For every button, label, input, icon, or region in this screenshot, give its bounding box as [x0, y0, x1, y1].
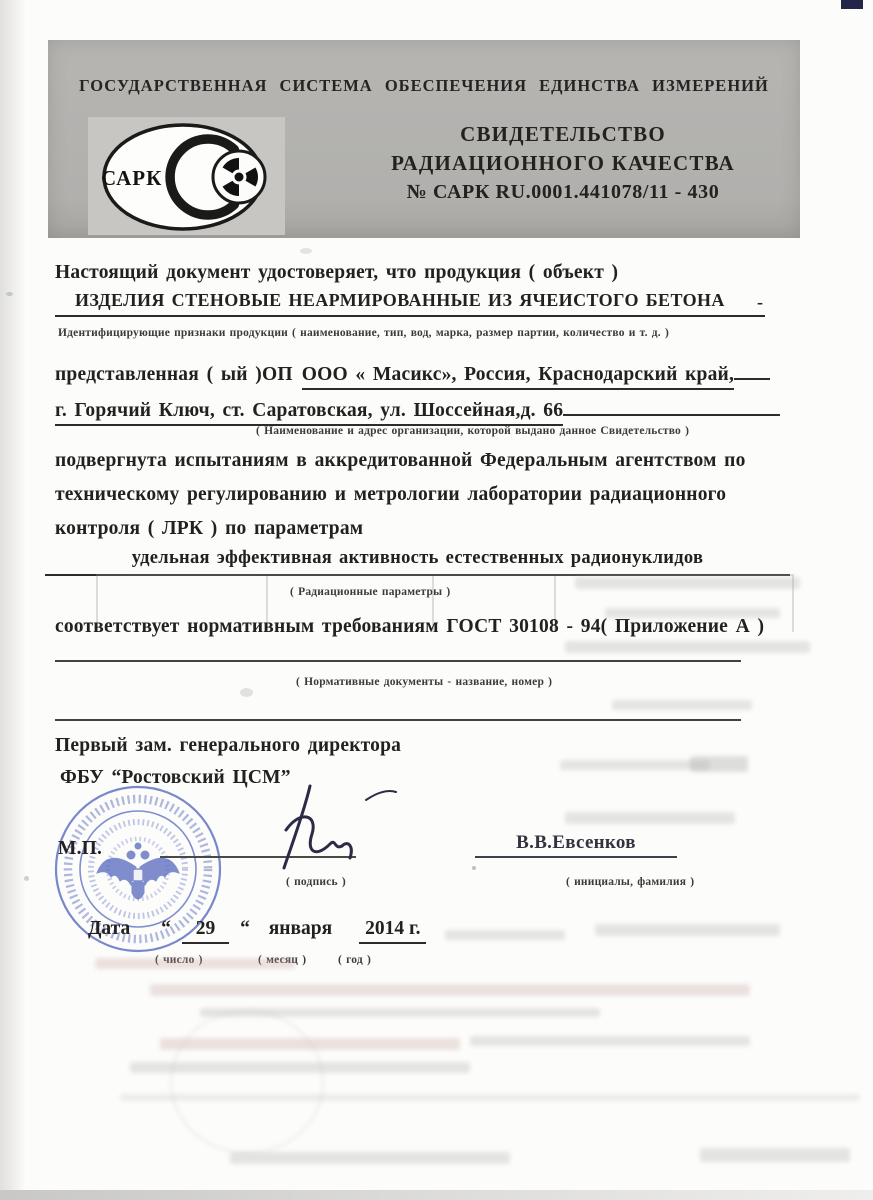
blank-underline: [563, 392, 780, 416]
scan-speck: [300, 248, 312, 254]
radiation-trefoil-icon: [213, 151, 265, 203]
ink-dot: [472, 866, 476, 870]
signature-caption: ( подпись ): [286, 876, 346, 888]
date-label: Дата: [88, 918, 131, 939]
bleed-through-ghost: [150, 984, 750, 996]
scan-speck: [24, 876, 29, 881]
tested-line-3: контроля ( ЛРК ) по параметрам: [55, 518, 364, 539]
scan-speck: [6, 292, 13, 296]
normative-caption: ( Нормативные документы - название, номер ): [296, 676, 553, 688]
parameter-text: удельная эффективная активность естественных радионуклидов: [131, 548, 704, 568]
bleed-through-stamp-ghost: [170, 1010, 324, 1154]
signature-flourish: [366, 791, 396, 800]
bleed-through-ghost: [560, 760, 710, 770]
bleed-through-ghost: [595, 924, 780, 936]
date-month: января: [268, 918, 333, 939]
normative-blank-line-1: [55, 660, 741, 662]
scan-corner-mark: [841, 0, 863, 9]
bleed-through-ghost: [690, 756, 748, 772]
bleed-through-ghost: [445, 930, 565, 940]
bleed-through-ghost: [230, 1152, 510, 1164]
year-caption: ( год ): [338, 954, 371, 966]
quote-open: “: [161, 918, 171, 939]
bleed-through-ghost: [575, 577, 800, 589]
bleed-through-ghost: [700, 1148, 850, 1162]
conformance-line: соответствует нормативным требованиям ГОСТ 30108 - 94( Приложение А ): [55, 616, 765, 637]
scan-edge-left: [0, 0, 26, 1200]
bleed-through-ghost: [565, 812, 735, 824]
intro-line: Настоящий документ удостоверяет, что продукция ( объект ): [55, 262, 619, 283]
signatory-name: В.В.Евсенков: [475, 832, 677, 858]
date-year: 2014 г.: [359, 918, 426, 944]
tested-line-1: подвергнута испытаниям в аккредитованной Федеральным агентством по: [55, 450, 746, 471]
signature-handwriting: [258, 778, 408, 878]
position-line-1: Первый зам. генерального директора: [55, 735, 402, 756]
tested-line-2: техническому регулированию и метрологии лаборатории радиационного: [55, 484, 727, 505]
scan-edge-bottom: [0, 1190, 873, 1200]
product-name-line: [55, 290, 765, 317]
certificate-number: № САРК RU.0001.441078/11 - 430: [406, 181, 720, 203]
normative-blank-line-2: [55, 719, 741, 721]
bleed-through-ghost: [605, 608, 780, 618]
address-line: [55, 392, 780, 426]
product-name: ИЗДЕЛИЯ СТЕНОВЫЕ НЕАРМИРОВАННЫЕ ИЗ ЯЧЕИСТОГО БЕТОНА: [75, 290, 725, 310]
stamp-place-mark: М.П.: [58, 838, 103, 859]
date-day: 29: [182, 918, 230, 944]
blank-underline: [734, 356, 770, 380]
bleed-through-ghost: [565, 641, 810, 653]
parameter-caption: ( Радиационные параметры ): [290, 586, 451, 598]
date-row: [88, 918, 426, 944]
product-caption: Идентифицирующие признаки продукции ( наименование, тип, вод, марка, размер партии, количество и т. д. ): [58, 327, 669, 339]
bleed-through-ghost: [612, 700, 752, 710]
presented-prefix: представленная ( ый )ОП: [55, 364, 293, 385]
sark-logo-graphic: [88, 117, 285, 235]
state-system-header: ГОСУДАРСТВЕННАЯ СИСТЕМА ОБЕСПЕЧЕНИЯ ЕДИНСТВА ИЗМЕРЕНИЙ: [79, 76, 769, 95]
quote-close: “: [240, 918, 250, 939]
name-caption: ( инициалы, фамилия ): [566, 876, 695, 888]
position-line-2: ФБУ “Ростовский ЦСМ”: [60, 767, 291, 788]
title-line-2: РАДИАЦИОННОГО КАЧЕСТВА: [391, 151, 735, 175]
address-text: г. Горячий Ключ, ст. Саратовская, ул. Шоссейная,д. 66: [55, 400, 563, 426]
parameter-line: [45, 548, 790, 576]
product-trailing-dash: -: [757, 292, 764, 312]
bleed-through-ghost: [95, 958, 295, 969]
day-caption: ( число ): [155, 954, 203, 966]
header-banner: [48, 40, 800, 238]
organization-caption: ( Наименование и адрес организации, которой выдано данное Свидетельство ): [256, 425, 690, 437]
certificate-title-block: [328, 120, 798, 207]
scan-speck: [240, 688, 253, 697]
title-line-1: СВИДЕТЕЛЬСТВО: [460, 122, 666, 146]
presented-line: [55, 356, 770, 390]
logo-text: САРК: [101, 166, 163, 190]
month-caption: ( месяц ): [258, 954, 307, 966]
bleed-through-ghost: [470, 1036, 750, 1046]
presented-org: ООО « Масикс», Россия, Краснодарский край,: [302, 364, 734, 390]
sark-logo: [88, 117, 285, 235]
